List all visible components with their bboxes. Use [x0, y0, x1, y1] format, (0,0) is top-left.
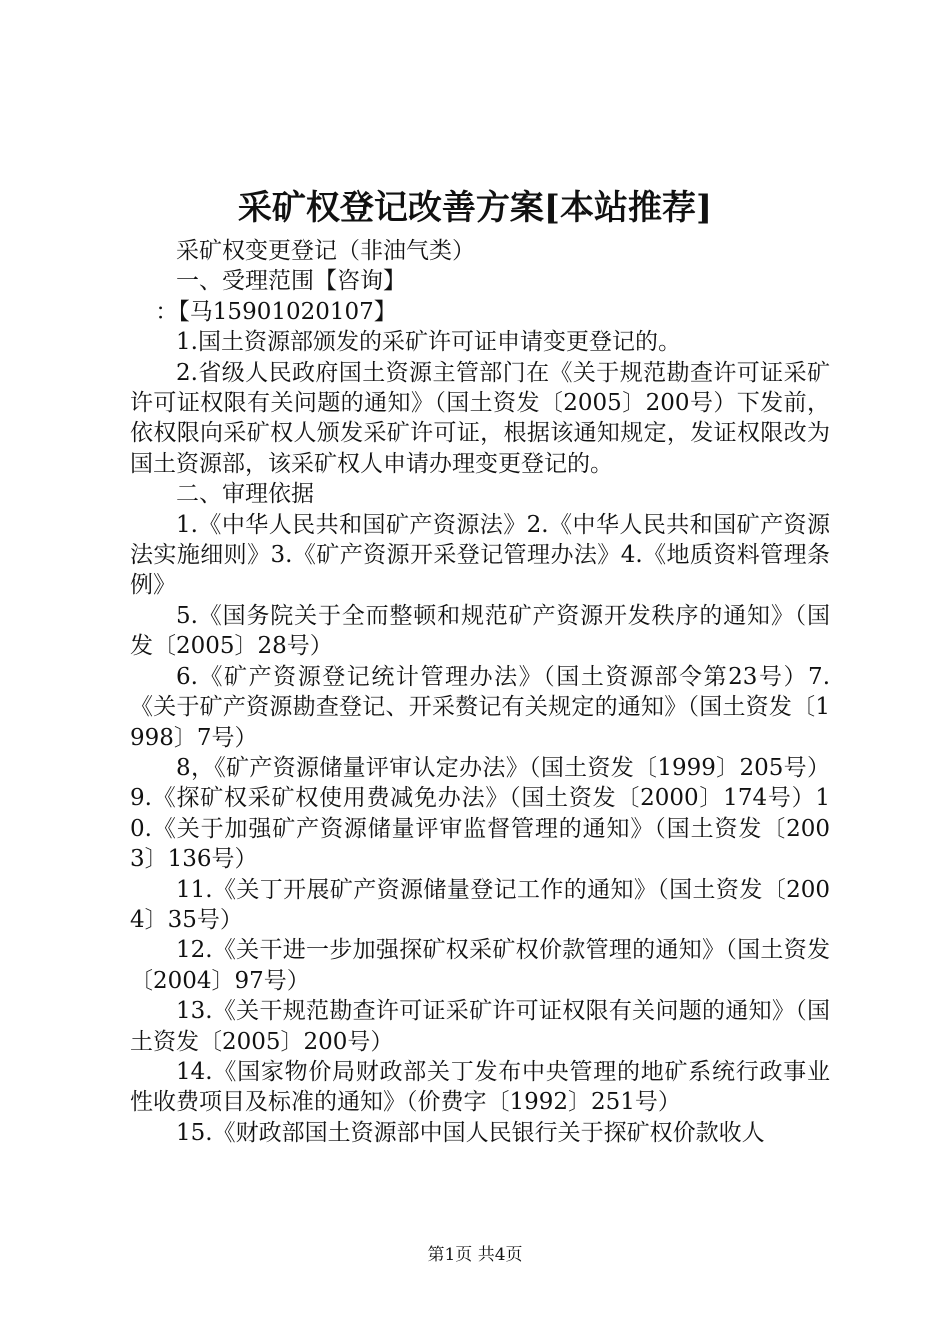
paragraph-4: 1.国土资源部颁发的采矿许可证申请变更登记的。	[176, 329, 681, 356]
paragraph-9: 6.《矿产资源登记统计管理办法》（国土资源部令第23号）7.《关于矿产资源勘查登记、开采赘记有关规定的通知》（国土资发〔1998〕7号）	[130, 663, 830, 751]
document-body	[130, 236, 830, 1148]
paragraph-15: 15.《财政部国土资源部中国人民银行关于探矿权价款收人	[176, 1119, 765, 1146]
document-title: 采矿权登记改善方案[本站推荐]	[237, 188, 713, 228]
paragraph-1: 采矿权变更登记（非油气类）	[176, 238, 475, 264]
paragraph-10: 8，《矿产资源储量评审认定办法》（国土资发〔1999〕205号）9.《探矿权采矿权使用费减免办法》（国土资发〔2000〕174号）10.《关于加强矿产资源储量评审监督管理的通知》（国土资发〔2003〕136号）	[130, 754, 830, 873]
page-footer: 第1页 共4页	[427, 1245, 523, 1265]
paragraph-5: 2.省级人民政府国土资源主管部门在《关于规范勘查许可证采矿许可证权限有关问题的通知》（国土资发〔2005〕200号）下发前，依权限向采矿权人颁发采矿许可证，根据该通知规定，发证权限改为国土资源部，该采矿权人申请办理变更登记的。	[130, 359, 830, 477]
paragraph-3: ：【马15901020107】	[155, 298, 397, 325]
paragraph-12: 12.《关干进一步加强探矿权采矿权价款管理的通知》（国土资发〔2004〕97号）	[130, 937, 830, 994]
paragraph-7: 1.《中华人民共和国矿产资源法》2.《中华人民共和国矿产资源法实施细则》3.《矿产资源开采登记管理办法》4.《地质资料管理条例》	[130, 511, 830, 599]
paragraph-11: 11.《关丁开展矿产资源储量登记工作的通知》（国土资发〔2004〕35号）	[130, 876, 830, 933]
paragraph-6: 二、审理依据	[176, 481, 314, 508]
paragraph-8: 5.《国务院关于全而整顿和规范矿产资源开发秩序的通知》（国发〔2005〕28号）	[130, 602, 830, 660]
paragraph-14: 14.《国家物价局财政部关丁发布中央管理的地矿系统行政事业性收费项目及标准的通知》（价费字〔1992〕251号）	[130, 1058, 830, 1116]
paragraph-2: 一、受理范围【咨询】	[176, 268, 406, 295]
paragraph-13: 13.《关干规范勘查许可证采矿许可证权限有关问题的通知》（国土资发〔2005〕200号）	[130, 998, 830, 1055]
